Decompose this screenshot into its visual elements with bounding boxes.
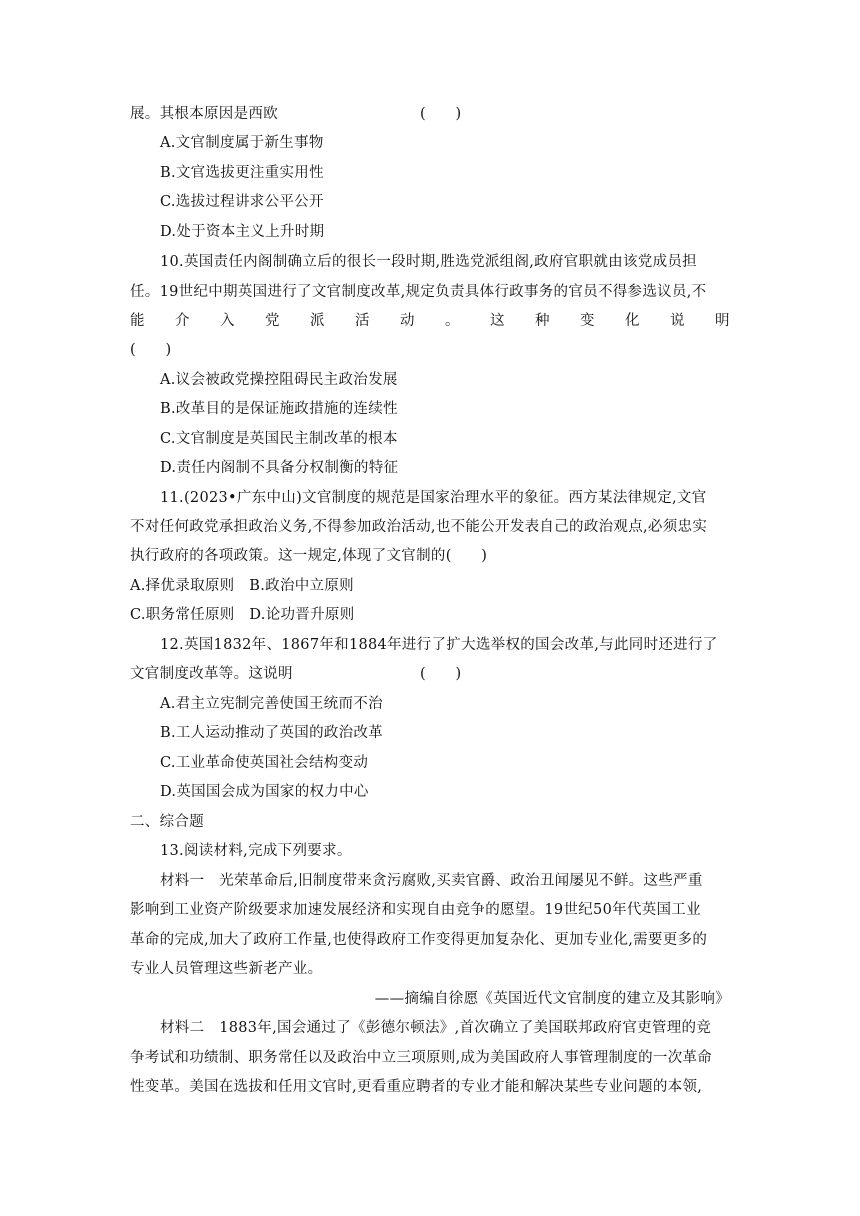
q10-char: 党 bbox=[265, 313, 280, 329]
material1-line2: 影响到工业资产阶级要求加速发展经济和实现自由竞争的愿望。19世纪50年代英国工业 bbox=[130, 902, 701, 918]
q10-option-a: A.议会被政党操控阻碍民主政治发展 bbox=[160, 372, 398, 388]
material2-line2: 争考试和功绩制、职务常任以及政治中立三项原则,成为美国政府人事管理制度的一次革命 bbox=[130, 1050, 713, 1066]
q13-prompt: 13.阅读材料,完成下列要求。 bbox=[160, 843, 352, 859]
q12-answer-paren: ( ) bbox=[420, 666, 462, 682]
q10-char: 能 bbox=[130, 313, 145, 329]
q12-stem-line2 bbox=[130, 664, 730, 684]
q10-char: 这 bbox=[490, 313, 505, 329]
q11-options-row1: A.择优录取原则 B.政治中立原则 bbox=[130, 578, 354, 594]
q10-char: 介 bbox=[175, 313, 190, 329]
q10-char: 种 bbox=[535, 313, 550, 329]
q12-option-c: C.工业革命使英国社会结构变动 bbox=[160, 755, 369, 771]
q9-option-b: B.文官选拔更注重实用性 bbox=[160, 165, 324, 181]
q10-char: 说 bbox=[670, 313, 685, 329]
q10-option-d: D.责任内阁制不具备分权制衡的特征 bbox=[160, 460, 399, 476]
q12-option-a: A.君主立宪制完善使国王统而不治 bbox=[160, 696, 383, 712]
q10-char: 派 bbox=[310, 313, 325, 329]
q10-answer-paren: ( ) bbox=[130, 342, 172, 358]
q10-stem-line2: 任。19世纪中期英国进行了文官制度改革,规定负责具体行政事务的官员不得参选议员,不 bbox=[130, 284, 707, 300]
material1-source: ——摘编自徐愿《英国近代文官制度的建立及其影响》 bbox=[374, 991, 730, 1007]
q12-option-d: D.英国国会成为国家的权力中心 bbox=[160, 784, 369, 800]
q11-stem-line1: 11.(2023•广东中山)文官制度的规范是国家治理水平的象征。西方某法律规定,文官 bbox=[160, 490, 707, 506]
q10-char: 动 bbox=[400, 313, 415, 329]
q10-char: 变 bbox=[580, 313, 595, 329]
q9-option-d: D.处于资本主义上升时期 bbox=[160, 224, 325, 240]
q12-stem-text: 文官制度改革等。这说明 bbox=[130, 666, 293, 682]
q10-stem-line3 bbox=[130, 311, 730, 331]
q12-stem-line1: 12.英国1832年、1867年和1884年进行了扩大选举权的国会改革,与此同时还进行了 bbox=[160, 637, 718, 653]
q9-stem-text: 展。其根本原因是西欧 bbox=[130, 106, 278, 122]
q10-option-c: C.文官制度是英国民主制改革的根本 bbox=[160, 431, 398, 447]
q10-char: 活 bbox=[355, 313, 370, 329]
q12-option-b: B.工人运动推动了英国的政治改革 bbox=[160, 725, 384, 741]
q10-char: 化 bbox=[625, 313, 640, 329]
q10-char: 入 bbox=[220, 313, 235, 329]
material1-line1: 材料一 光荣革命后,旧制度带来贪污腐败,买卖官爵、政治丑闻屡见不鲜。这些严重 bbox=[160, 873, 703, 889]
material2-line3: 性变革。美国在选拔和任用文官时,更看重应聘者的专业才能和解决某些专业问题的本领, bbox=[130, 1079, 703, 1095]
q11-options-row2: C.职务常任原则 D.论功晋升原则 bbox=[130, 607, 355, 623]
q9-stem-tail bbox=[130, 104, 730, 124]
q9-option-c: C.选拔过程讲求公平公开 bbox=[160, 194, 324, 210]
q11-stem-line2: 不对任何政党承担政治义务,不得参加政治活动,也不能公开发表自己的政治观点,必须忠实 bbox=[130, 519, 708, 535]
q11-stem-line3: 执行政府的各项政策。这一规定,体现了文官制的( ) bbox=[130, 548, 488, 564]
material2-line1: 材料二 1883年,国会通过了《彭德尔顿法》,首次确立了美国联邦政府官吏管理的竞 bbox=[160, 1020, 712, 1036]
q10-stem-line1: 10.英国责任内阁制确立后的很长一段时期,胜选党派组阁,政府官职就由该党成员担 bbox=[160, 254, 697, 270]
material1-line3: 革命的完成,加大了政府工作量,也使得政府工作变得更加复杂化、更加专业化,需要更多的 bbox=[130, 932, 708, 948]
material1-line4: 专业人员管理这些新老产业。 bbox=[130, 961, 323, 977]
q9-answer-paren: ( ) bbox=[420, 106, 462, 122]
q10-char: 明 bbox=[715, 313, 730, 329]
q10-char: 。 bbox=[445, 313, 460, 329]
q10-option-b: B.改革目的是保证施政措施的连续性 bbox=[160, 401, 398, 417]
section-heading: 二、综合题 bbox=[130, 814, 204, 830]
q9-option-a: A.文官制度属于新生事物 bbox=[160, 135, 324, 151]
